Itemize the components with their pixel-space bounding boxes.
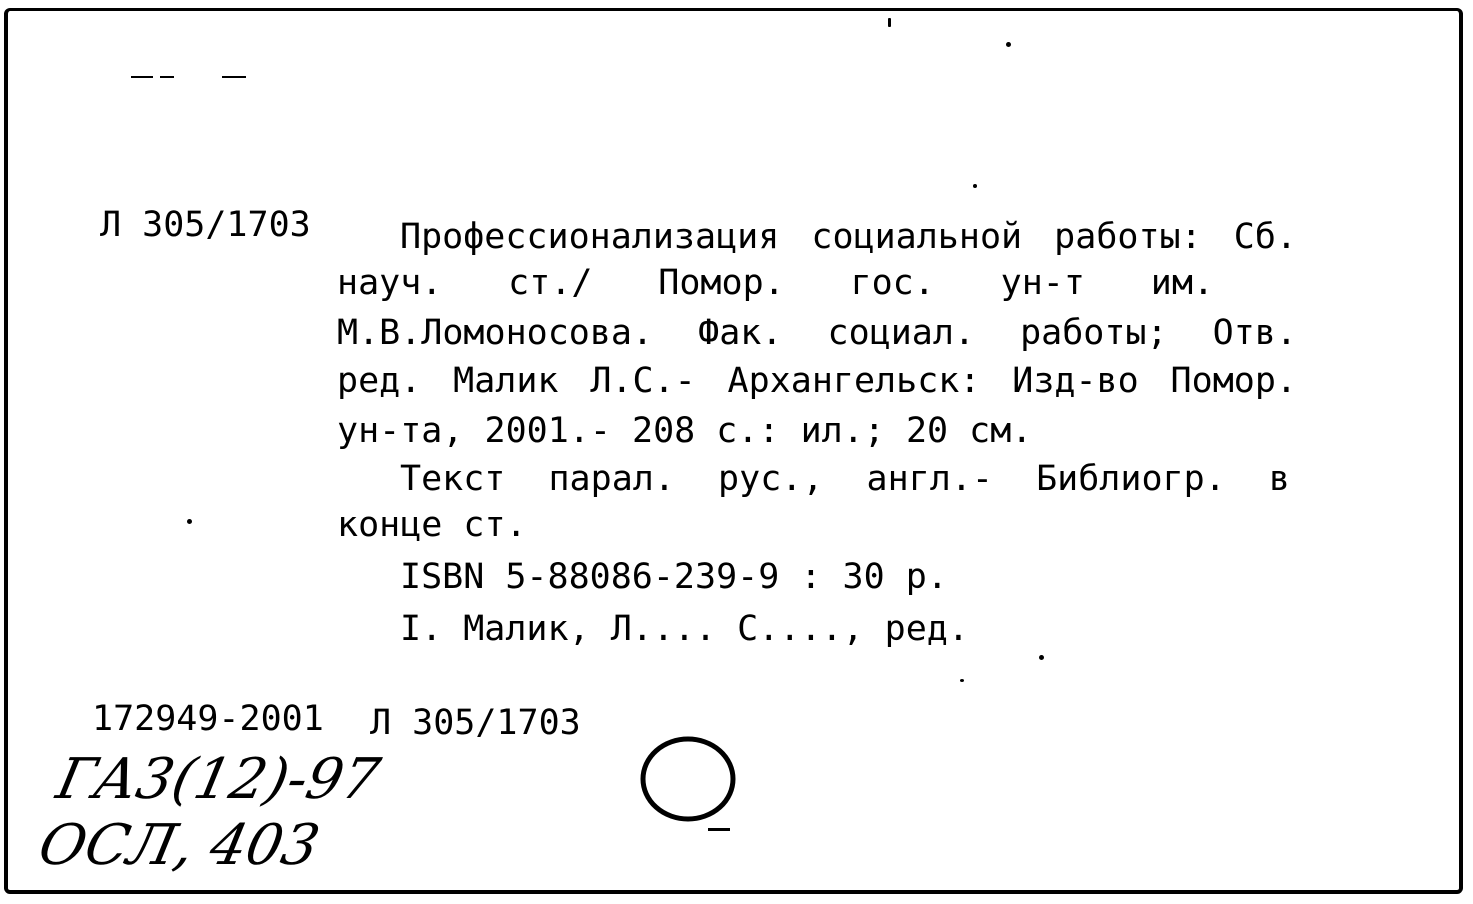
handwritten-note: ОСЛ, 403 [33, 813, 325, 878]
description-word: им. [1150, 263, 1214, 303]
scan-speck [708, 828, 730, 831]
scan-speck [131, 76, 153, 78]
description-word: Л.С.- [590, 361, 696, 401]
description-word: работы: [1054, 217, 1202, 257]
note-word: парал. [548, 459, 675, 499]
note-line-1 [400, 459, 1290, 499]
note-word: Библиогр. [1036, 459, 1226, 499]
description-word: Отв. [1212, 313, 1297, 353]
description-line-4 [337, 361, 1297, 401]
description-word: Сб. [1233, 217, 1297, 257]
description-word: М.В.Ломоносова. [337, 313, 654, 353]
description-line-2 [337, 263, 1214, 303]
note-word: в [1268, 459, 1290, 499]
scan-speck [973, 184, 977, 188]
scan-speck [1039, 655, 1044, 660]
description-word: Изд-во [1012, 361, 1139, 401]
handwritten-classification: ГА3(12)-97 [51, 747, 386, 812]
circle-stamp-icon [636, 734, 742, 826]
description-line-5: ун-та, 2001.- 208 с.: ил.; 20 см. [337, 411, 1033, 451]
scan-speck [960, 679, 964, 682]
scan-speck [888, 18, 891, 27]
scan-speck [187, 519, 192, 524]
description-word: Фак. [698, 313, 783, 353]
note-word: Текст [400, 459, 506, 499]
description-word: работы; [1020, 313, 1168, 353]
description-word: социал. [827, 313, 976, 353]
description-word: гос. [850, 263, 935, 303]
description-word: социальной [811, 217, 1023, 257]
isbn-line: ISBN 5-88086-239-9 : 30 р. [400, 557, 948, 597]
description-word: Помор. [1170, 361, 1297, 401]
description-word: ун-т [1000, 263, 1085, 303]
scan-speck [222, 76, 246, 78]
description-word: Профессионализация [400, 217, 780, 257]
description-word: Помор. [658, 263, 785, 303]
description-line-3 [337, 313, 1297, 353]
description-word: ст./ [508, 263, 593, 303]
scan-speck [1006, 42, 1011, 47]
note-word: англ.- [866, 459, 993, 499]
shelfmark: Л 305/1703 [100, 205, 311, 245]
description-word: Архангельск: [727, 361, 981, 401]
description-line-1 [400, 217, 1297, 257]
scan-speck [160, 76, 174, 78]
note-word: рус., [718, 459, 824, 499]
description-word: ред. [337, 361, 422, 401]
note-line-2: конце ст. [337, 505, 527, 545]
description-word: науч. [337, 263, 443, 303]
accession-number: 172949-2001 [92, 699, 324, 739]
shelfmark-bottom: Л 305/1703 [370, 703, 581, 743]
added-entry-line: I. Малик, Л.... С...., ред. [400, 609, 969, 649]
description-word: Малик [453, 361, 559, 401]
